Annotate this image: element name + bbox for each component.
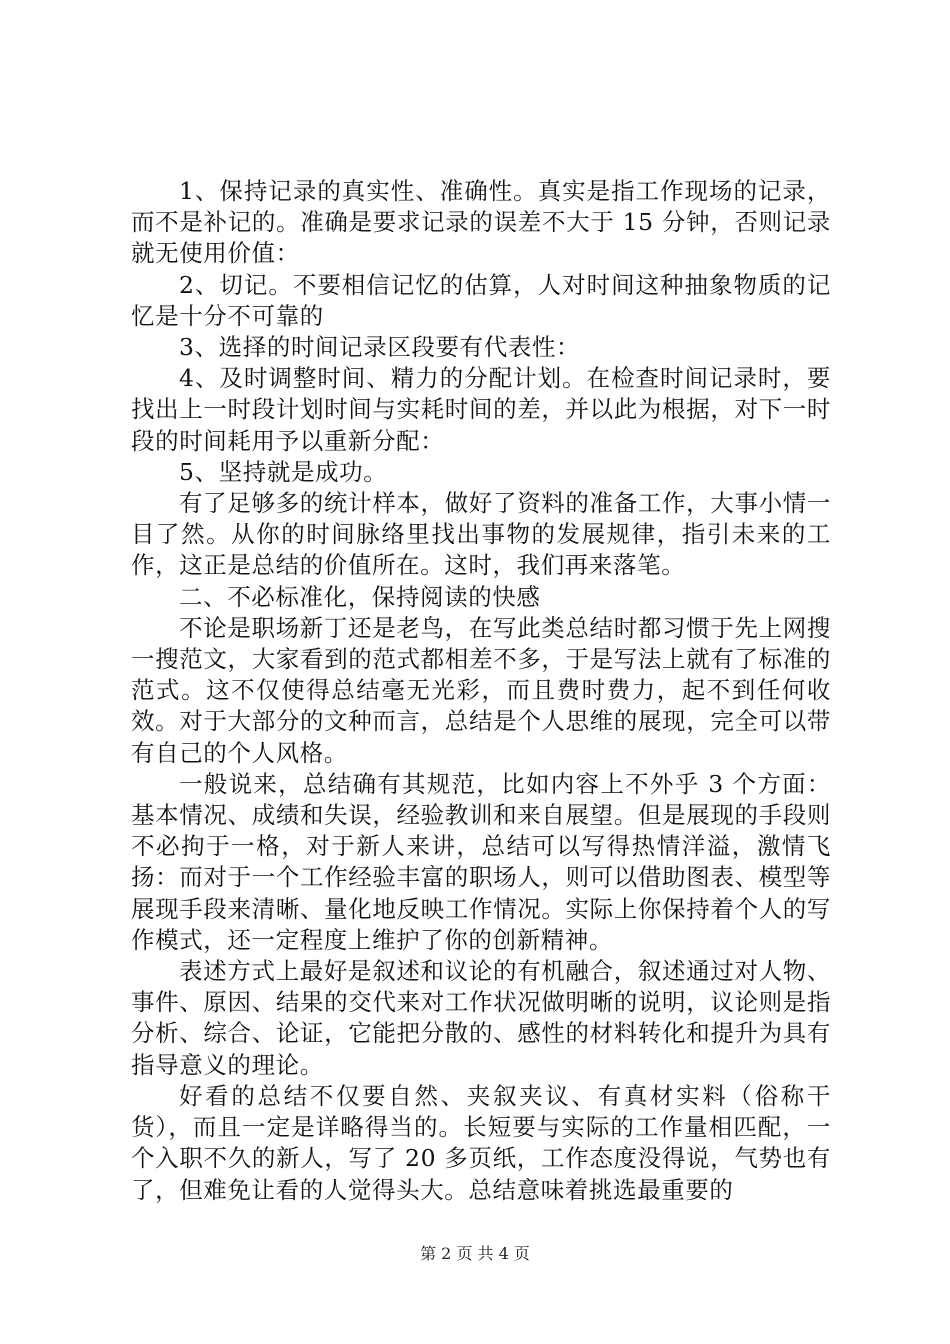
- paragraph-expression: 表述方式上最好是叙述和议论的有机融合，叙述通过对人物、事件、原因、结果的交代来对工作状况做明晰的说明，议论则是指分析、综合、论证，它能把分散的、感性的材料转化和提升为具有指导意义的理论。: [131, 957, 831, 1079]
- paragraph-good-summary: 好看的总结不仅要自然、夹叙夹议、有真材实料（俗称干货），而且一定是详略得当的。长短要与实际的工作量相匹配，一个入职不久的新人，写了 20 多页纸，工作态度没得说，气势也有了，但难免让看的人觉得头大。总结意味着挑选最重要的: [131, 1081, 831, 1204]
- document-body: [131, 176, 831, 1206]
- paragraph-item-4: 4、及时调整时间、精力的分配计划。在检查时间记录时，要找出上一时段计划时间与实耗时间的差，并以此为根据，对下一时段的时间耗用予以重新分配：: [131, 364, 831, 455]
- page-footer: 第 2 页 共 4 页: [420, 1244, 530, 1263]
- paragraph-norms: 一般说来，总结确有其规范，比如内容上不外乎 3 个方面：基本情况、成绩和失误，经验教训和来自展望。但是展现的手段则不必拘于一格，对于新人来讲，总结可以写得热情洋溢，激情飞扬：而对于一个工作经验丰富的职场人，则可以借助图表、模型等展现手段来清晰、量化地反映工作情况。实际上你保持着个人的写作模式，还一定程度上维护了你的创新精神。: [131, 769, 831, 954]
- paragraph-standardization: 不论是职场新丁还是老鸟，在写此类总结时都习惯于先上网搜一搜范文，大家看到的范式都相差不多，于是写法上就有了标准的范式。这不仅使得总结毫无光彩，而且费时费力，起不到任何收效。对于大部分的文种而言，总结是个人思维的展现，完全可以带有自己的个人风格。: [131, 613, 831, 767]
- paragraph-item-1: 1、保持记录的真实性、准确性。真实是指工作现场的记录，而不是补记的。准确是要求记录的误差不大于 15 分钟，否则记录就无使用价值：: [131, 177, 831, 268]
- paragraph-item-2: 2、切记。不要相信记忆的估算，人对时间这种抽象物质的记忆是十分不可靠的: [131, 270, 831, 330]
- paragraph-item-5: 5、坚持就是成功。: [179, 457, 388, 486]
- paragraph-item-3: 3、选择的时间记录区段要有代表性：: [179, 333, 581, 362]
- paragraph-summary-value: 有了足够多的统计样本，做好了资料的准备工作，大事小情一目了然。从你的时间脉络里找出事物的发展规律，指引未来的工作，这正是总结的价值所在。这时，我们再来落笔。: [131, 489, 831, 580]
- section-heading: 二、不必标准化，保持阅读的快感: [179, 582, 541, 611]
